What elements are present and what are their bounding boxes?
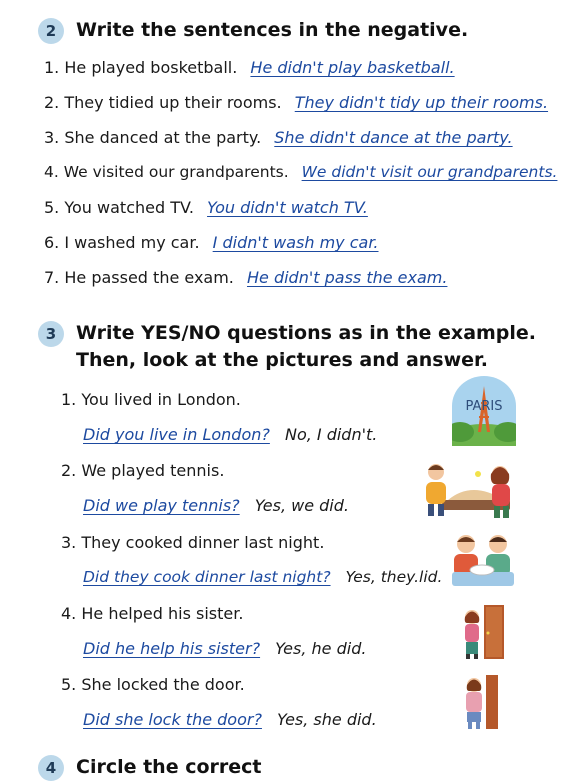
item-question: Did she lock the door? — [83, 710, 262, 729]
item-number: 3. — [61, 533, 77, 552]
exercise-2-item — [44, 163, 557, 181]
item-reply: Yes, she did. — [277, 710, 377, 729]
item-prompt: I washed my car. — [64, 233, 200, 252]
item-prompt: He helped his sister. — [81, 604, 244, 623]
girl-locking-door-picture — [460, 673, 500, 731]
item-number: 1. — [44, 58, 60, 77]
item-question: Did you live in London? — [83, 425, 270, 444]
item-answer: You didn't watch TV. — [207, 198, 368, 217]
item-prompt: We played tennis. — [81, 461, 225, 480]
item-number: 1. — [61, 390, 77, 409]
exercise-3-item-answer — [75, 639, 366, 658]
item-number: 5. — [61, 675, 77, 694]
exercise-number-badge: 2 — [38, 18, 64, 44]
exercise-3-item-prompt — [61, 604, 243, 623]
exercise-3-item-answer — [75, 425, 377, 444]
item-prompt: She danced at the party. — [64, 128, 262, 147]
paris-eiffel-tower-picture — [450, 376, 518, 446]
exercise-2-item — [44, 128, 513, 147]
item-number: 2. — [44, 93, 60, 112]
item-answer: We didn't visit our grandparents. — [301, 163, 558, 181]
exercise-2-item — [44, 233, 379, 252]
item-answer: He didn't pass the exam. — [246, 268, 448, 287]
item-answer: I didn't wash my car. — [212, 233, 379, 252]
exercise-2-item — [44, 93, 548, 112]
girl-at-door-picture — [460, 603, 506, 661]
exercise-title: Circle the correct — [76, 756, 262, 778]
kids-cooking-picture — [448, 530, 518, 588]
kids-playing-in-sandbox-picture — [420, 456, 518, 520]
exercise-3-item-answer — [75, 568, 442, 586]
exercise-3-item-answer — [75, 496, 349, 515]
item-number: 7. — [44, 268, 60, 287]
item-answer: She didn't dance at the party. — [274, 128, 513, 147]
exercise-number-badge: 4 — [38, 755, 64, 781]
item-reply: Yes, we did. — [254, 496, 349, 515]
exercise-title-line-1: Write YES/NO questions as in the example. — [76, 322, 537, 344]
item-prompt: You lived in London. — [81, 390, 241, 409]
exercise-number-badge: 3 — [38, 321, 64, 347]
item-number: 3. — [44, 128, 60, 147]
exercise-2-item — [44, 268, 447, 287]
item-answer: He didn't play basketball. — [250, 58, 455, 77]
exercise-3-item-prompt — [61, 461, 224, 480]
item-reply: Yes, he did. — [275, 639, 367, 658]
exercise-3-item-prompt — [61, 675, 245, 694]
item-prompt: You watched TV. — [64, 198, 194, 217]
exercise-3-item-prompt — [61, 390, 241, 409]
item-answer: They didn't tidy up their rooms. — [294, 93, 549, 112]
item-number: 5. — [44, 198, 60, 217]
item-number: 4. — [44, 163, 59, 181]
paris-sign-text: PARIS — [465, 399, 503, 414]
exercise-2-item — [44, 198, 368, 217]
item-question: Did we play tennis? — [83, 496, 240, 515]
exercise-2-item — [44, 58, 455, 77]
item-reply: Yes, they.lid. — [345, 568, 443, 586]
exercise-title-line-2: Then, look at the pictures and answer. — [76, 349, 488, 371]
exercise-2-header — [38, 17, 468, 44]
exercise-title: Write the sentences in the negative. — [76, 19, 469, 41]
item-reply: No, I didn't. — [284, 425, 378, 444]
item-number: 4. — [61, 604, 77, 623]
item-prompt: They cooked dinner last night. — [81, 533, 325, 552]
item-number: 6. — [44, 233, 60, 252]
item-number: 2. — [61, 461, 77, 480]
item-prompt: He passed the exam. — [64, 268, 234, 287]
item-question: Did they cook dinner last night? — [83, 568, 331, 586]
item-prompt: We visited our grandparents. — [63, 163, 289, 181]
item-prompt: She locked the door. — [81, 675, 245, 694]
item-prompt: He played bosketball. — [64, 58, 238, 77]
exercise-3-item-answer — [75, 710, 377, 729]
exercise-3-item-prompt — [61, 533, 324, 552]
item-prompt: They tidied up their rooms. — [64, 93, 282, 112]
item-question: Did he help his sister? — [83, 639, 261, 658]
exercise-3-header — [38, 320, 536, 374]
